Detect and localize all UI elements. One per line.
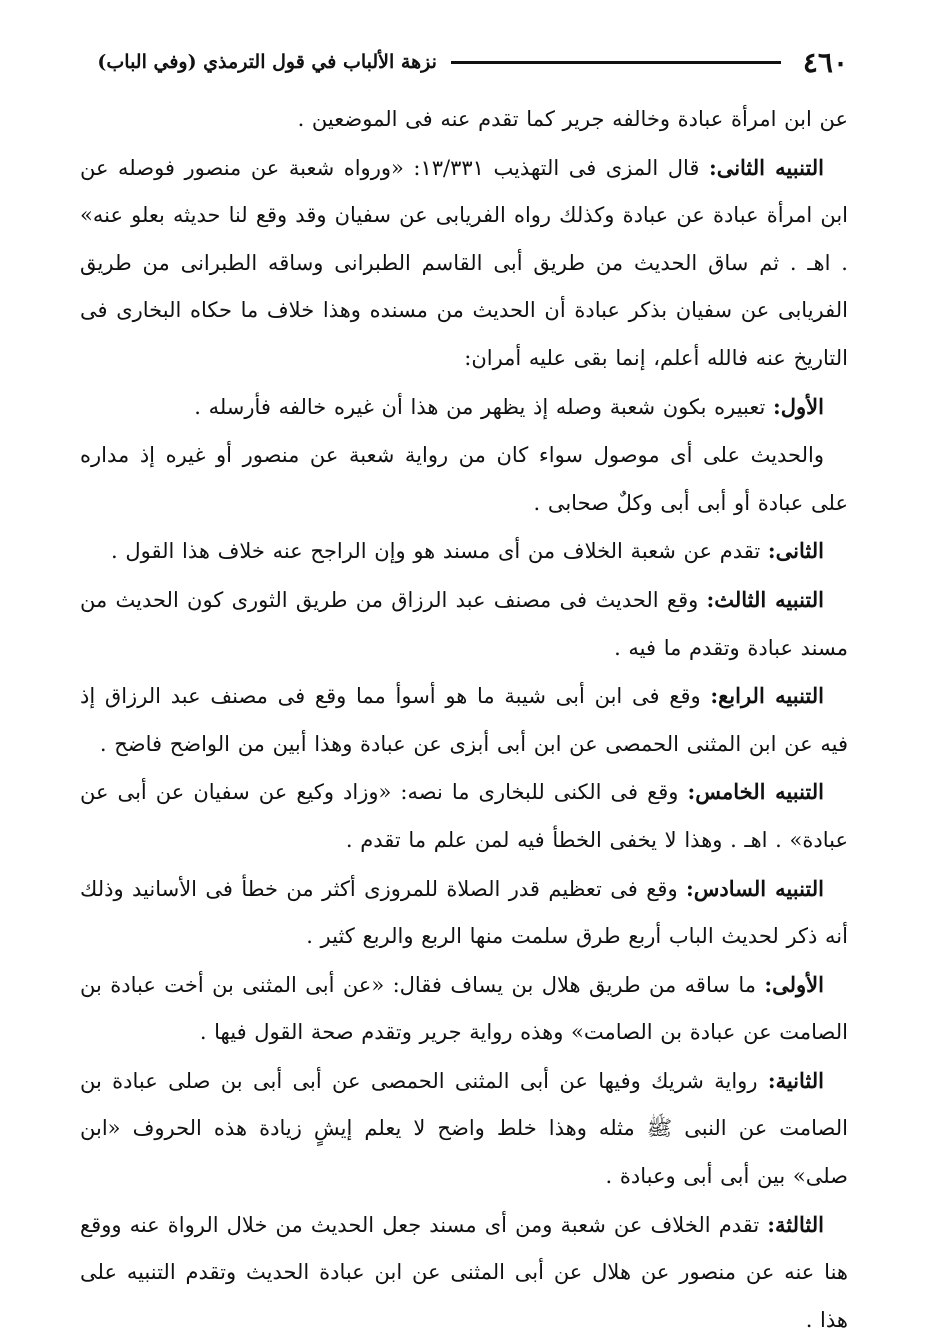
paragraph-text: عن ابن امرأة عبادة وخالفه جرير كما تقدم عنه فى الموضعين .	[297, 107, 848, 131]
paragraph-text: قال المزى فى التهذيب ١٣/٣٣١: «ورواه شعبة عن منصور فوصله عن ابن امرأة عبادة عن عبادة وكذلك رواه الفريابى عن سفيان وقد وقع لنا حديثه بعلو عنه» . اهـ . ثم ساق الحديث من طريق أبى القاسم الطبرانى وساقه الطبرانى من طريق الفريابى عن سفيان بذكر عبادة أن الحديث من مسنده وهذا خلاف ما حكاه البخارى فى التاريخ عنه فالله أعلم، إنما بقى عليه أمران:	[80, 155, 848, 370]
paragraph	[80, 95, 848, 144]
paragraph-text: والحديث على أى موصول سواء كان من رواية شعبة عن منصور أو غيره إذ مداره على عبادة أو أبى أبى وكلٌ صحابى .	[80, 443, 848, 515]
paragraph-label: التنبيه السادس:	[686, 875, 825, 901]
paragraph	[80, 672, 848, 768]
page-body	[80, 95, 848, 1344]
paragraph	[80, 768, 848, 864]
paragraph-text: رواية شريك وفيها عن أبى المثنى الحمصى عن أبى أبى بن صلى عبادة بن الصامت عن النبى ﷺ مثله وهذا خلط واضح لا يعلم إيشٍ زيادة هذه الحروف «ابن صلى» بين أبى أبى وعبادة .	[80, 1068, 848, 1189]
paragraph	[80, 1057, 848, 1201]
paragraph-text: وقع الحديث فى مصنف عبد الرزاق من طريق الثورى كون الحديث من مسند عبادة وتقدم ما فيه .	[80, 587, 848, 660]
paragraph-text: تقدم الخلاف عن شعبة ومن أى مسند جعل الحديث من خلال الرواة عنه ووقع هنا عنه عن منصور عن هلال عن أبى المثنى عن ابن عبادة الحديث وتقدم التنبيه على هذا .	[80, 1212, 848, 1332]
paragraph-text: وقع فى الكنى للبخارى ما نصه: «وزاد وكيع عن سفيان عن أبى عن عبادة» . اهـ . وهذا لا يخفى الخطأ فيه لمن علم ما تقدم .	[80, 780, 848, 852]
paragraph	[80, 1201, 848, 1344]
paragraph-label: الأول:	[773, 393, 824, 419]
header-rule	[451, 61, 781, 64]
paragraph-text: تقدم عن شعبة الخلاف من أى مسند هو وإن الراجح عنه خلاف هذا القول .	[111, 539, 768, 564]
paragraph-text: وقع فى تعظيم قدر الصلاة للمروزى أكثر من خطأ فى الأسانيد وذلك أنه ذكر لحديث الباب أربع طرق سلمت منها الربع والربع كثير .	[80, 876, 848, 949]
paragraph-label: التنبيه الرابع:	[710, 683, 824, 709]
paragraph	[80, 527, 848, 576]
page-header	[80, 38, 848, 87]
paragraph-label: التنبيه الخامس:	[687, 779, 824, 805]
running-title: نزهة الألباب في قول الترمذي (وفي الباب)	[97, 51, 437, 73]
page-number: ٤٦٠	[802, 45, 848, 79]
paragraph	[80, 431, 848, 527]
paragraph-text: تعبيره بكون شعبة وصله إذ يظهر من هذا أن غيره خالفه فأرسله .	[194, 394, 774, 419]
paragraph	[80, 865, 848, 961]
paragraph-label: الثالثة:	[767, 1211, 824, 1237]
paragraph	[80, 144, 848, 383]
paragraph	[80, 576, 848, 672]
paragraph-label: التنبيه الثالث:	[706, 586, 824, 612]
paragraph-label: الأولى:	[764, 971, 824, 997]
paragraph	[80, 961, 848, 1057]
paragraph-label: الثانى:	[767, 538, 824, 564]
paragraph-text: وقع فى ابن أبى شيبة ما هو أسوأ مما وقع فى مصنف عبد الرزاق إذ فيه عن ابن المثنى الحمصى عن ابن أبى أبزى عن عبادة وهذا أبين من الواضح فاضح .	[80, 684, 848, 756]
paragraph	[80, 383, 848, 432]
paragraph-text: ما ساقه من طريق هلال بن يساف فقال: «عن أبى المثنى بن أخت عبادة بن الصامت عن عبادة بن الصامت» وهذه رواية جرير وتقدم صحة القول فيها .	[80, 972, 848, 1045]
paragraph-label: الثانية:	[767, 1067, 824, 1093]
paragraph-label: التنبيه الثانى:	[708, 154, 825, 180]
